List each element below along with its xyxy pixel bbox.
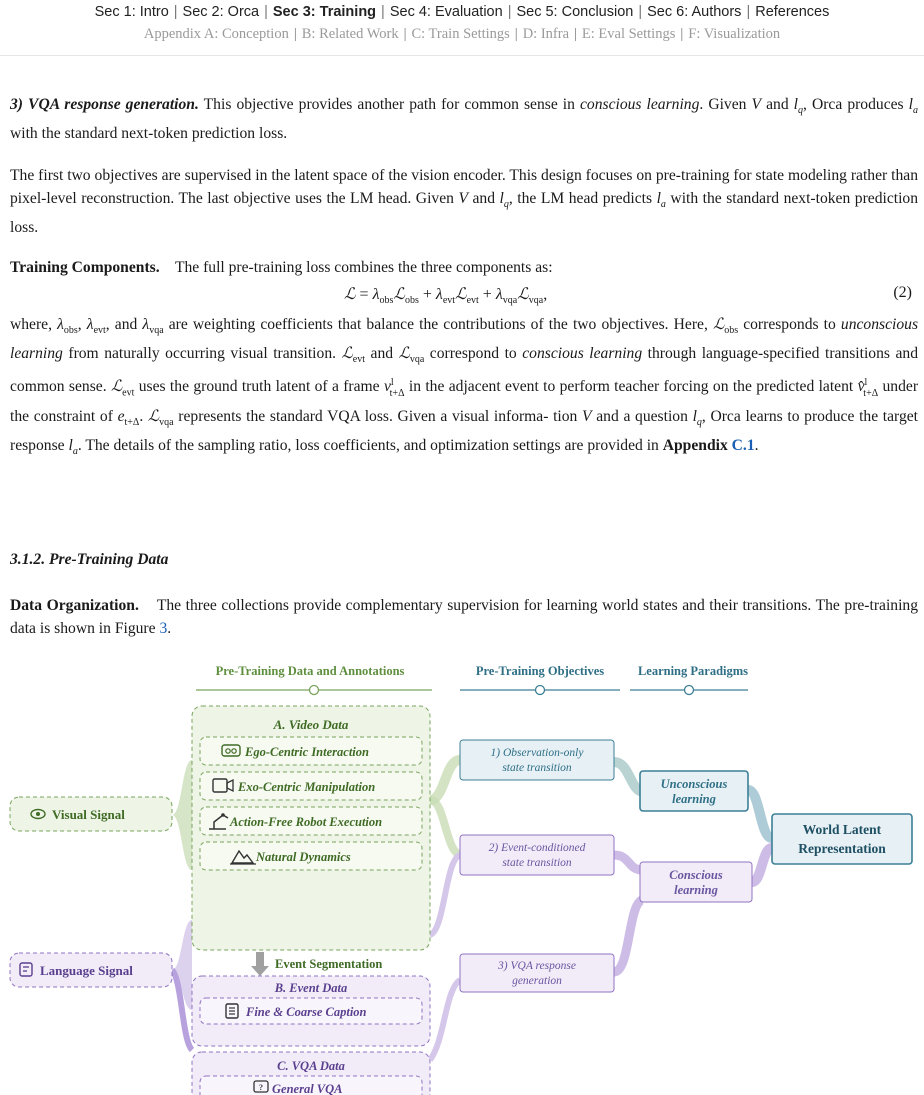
text: , and: [105, 316, 143, 333]
objective-2-line1: 2) Event-conditioned: [488, 842, 586, 854]
text: , the LM head predicts: [508, 190, 657, 207]
text: and: [365, 345, 399, 363]
objective-1-line2: state transition: [502, 762, 572, 774]
nav-sec-4[interactable]: Sec 4: Evaluation: [389, 4, 503, 20]
text: .: [167, 620, 172, 637]
nav-appendix-e[interactable]: E: Eval Settings: [581, 26, 676, 42]
text: , Orca produces: [803, 96, 909, 113]
text: The three collections provide complementary supervision for learning world states and their transitions. The pre-training data is shown in Figure: [10, 597, 919, 637]
paragraph-vqa-objective: 3) VQA response generation. This objective provides another path for common sense in conscious learning. Given V and $l_q$, Orca produces $l_a$ with the standard next-token prediction loss.: [10, 96, 919, 143]
header-objectives: Pre-Training Objectives: [475, 664, 605, 678]
nav-sec-2[interactable]: Sec 2: Orca: [182, 4, 260, 20]
objective-heading: 3) VQA response generation.: [10, 96, 199, 113]
equation-number: (2): [893, 284, 912, 301]
text: . The details of the sampling ratio, loss coefficients, and optimization settings are provided in: [77, 436, 663, 454]
text: corresponds to: [738, 316, 841, 333]
video-item-ego: Ego-Centric Interaction: [245, 745, 369, 759]
video-item-robot: Action-Free Robot Execution: [230, 815, 383, 829]
vqa-item-general: General VQA: [272, 1082, 343, 1095]
objective-1-line1: 1) Observation-only: [490, 747, 584, 759]
text: uses the ground truth latent of a frame: [134, 378, 384, 396]
nav-sec-5[interactable]: Sec 5: Conclusion: [516, 4, 634, 20]
vqa-data-title: C. VQA Data: [277, 1059, 345, 1073]
text: correspond to: [424, 345, 523, 363]
text: and: [467, 190, 500, 207]
section-nav: Sec 1: Intro | Sec 2: Orca | Sec 3: Training | Sec 4: Evaluation | Sec 5: Conclusion | Sec 6: Authors | References: [94, 4, 830, 20]
text-emphasis: unconscious learning: [10, 316, 919, 363]
nav-appendix-f[interactable]: F: Visualization: [688, 26, 781, 42]
objective-3-line2: generation: [512, 975, 562, 987]
event-segmentation-label: Event Segmentation: [275, 957, 383, 971]
paradigm-unconscious-line2: learning: [672, 792, 716, 806]
nav-references[interactable]: References: [755, 4, 830, 20]
text: .: [139, 407, 148, 425]
text: . Given: [699, 96, 752, 113]
text: The first two objectives are supervised in the latent space of the vision encoder. This design focuses on pre-training for state modeling rather than pixel-level reconstruction. The last objective uses the LM head. Given: [10, 167, 918, 207]
nav-sec-3-current[interactable]: Sec 3: Training: [272, 4, 377, 20]
header-data: Pre-Training Data and Annotations: [215, 664, 405, 678]
text-emphasis: conscious learning: [579, 96, 700, 113]
equation-body: ℒ = $\lambda_{obs}ℒ_{obs}$ + $\lambda_{evt}ℒ_{evt}$ + $\lambda_{vqa}ℒ_{vqa}$,: [344, 284, 548, 307]
nav-appendix-c[interactable]: C: Train Settings: [411, 26, 510, 42]
text: under the constraint of: [10, 378, 919, 425]
paradigm-unconscious-line1: Unconscious: [660, 777, 728, 791]
text: ,: [77, 316, 87, 333]
video-item-natural: Natural Dynamics: [256, 850, 351, 864]
output-line1: World Latent: [802, 822, 882, 837]
text: , Orca learns to produce the target response: [10, 407, 919, 454]
text: .: [754, 436, 759, 454]
figure-3-link[interactable]: 3: [159, 620, 168, 637]
text: The full pre-training loss combines the three components as:: [174, 259, 553, 276]
objective-2-line2: state transition: [502, 857, 572, 869]
text: and a question: [591, 407, 693, 425]
text: with the standard next-token prediction loss.: [10, 190, 918, 237]
text: This objective provides another path for common sense in: [198, 96, 580, 113]
nav-sec-6[interactable]: Sec 6: Authors: [647, 4, 742, 20]
output-line2: Representation: [798, 841, 886, 856]
objective-3-line1: 3) VQA response: [498, 960, 576, 972]
text: from naturally occurring visual transition.: [62, 345, 342, 363]
header-paradigms: Learning Paradigms: [637, 664, 749, 678]
paradigm-conscious-line1: Conscious: [669, 868, 723, 882]
text: through language-specified transitions and common sense.: [10, 345, 919, 396]
event-data-title: B. Event Data: [274, 981, 348, 995]
nav-sec-1[interactable]: Sec 1: Intro: [94, 4, 169, 20]
training-components-heading: Training Components.: [10, 259, 160, 276]
event-item-caption: Fine & Coarse Caption: [246, 1005, 367, 1019]
svg-text:?: ?: [259, 1083, 263, 1092]
appendix-nav: Appendix A: Conception | B: Related Work | C: Train Settings | D: Infra | E: Eval Settings | F: Visualization: [143, 26, 781, 42]
subsection-title: 3.1.2. Pre-Training Data: [10, 551, 169, 568]
text: where,: [10, 316, 58, 333]
visual-signal-label: Visual Signal: [52, 807, 125, 822]
paragraph-loss-explanation: where, $\lambda_{obs}$, $\lambda_{evt}$, and $\lambda_{vqa}$ are weighting coefficients that balance the contributions of the two objectives. Here, ℒ$_{obs}$ corresponds to unconscious learning from naturally occurring visual transition. ℒ$_{evt}$ and ℒ$_{vqa}$ correspond to conscious learning through language-specified transitions and common sense. ℒ$_{evt}$ uses the ground truth latent of a frame $v^l_{t+\Delta}$ in the adjacent event to perform teacher forcing on the predicted latent v̂$^l_{t+\Delta}$ under the constraint of $e_{t+\Delta}$. ℒ$_{vqa}$ represents the standard VQA loss. Given a visual informa- tion V and a question $l_q$, Orca learns to produce the target response $l_a$. The details of the sampling ratio, loss coefficients, and optimization settings are provided in Appendix C.1.: [10, 315, 919, 457]
language-signal-label: Language Signal: [40, 963, 133, 978]
video-data-title: A. Video Data: [273, 717, 349, 732]
text: with the standard next-token prediction loss.: [10, 125, 288, 143]
text-emphasis: conscious learning: [522, 345, 643, 363]
paradigm-conscious-line2: learning: [674, 883, 718, 897]
segmentation-arrow: [251, 966, 269, 976]
data-organization-heading: Data Organization.: [10, 597, 139, 614]
text: in the adjacent event to perform teacher forcing on the predicted latent: [404, 378, 858, 396]
text: represents the standard VQA loss. Given a visual informa- tion: [173, 407, 583, 425]
appendix-c1-link[interactable]: C.1: [731, 436, 755, 454]
nav-appendix-a[interactable]: Appendix A: Conception: [143, 26, 289, 42]
video-item-exo: Exo-Centric Manipulation: [238, 780, 376, 794]
appendix-word: Appendix: [662, 436, 728, 454]
text: are weighting coefficients that balance the contributions of the two objectives. Here,: [163, 316, 713, 333]
text: and: [761, 96, 794, 113]
nav-appendix-b[interactable]: B: Related Work: [301, 26, 399, 42]
paragraph-latent-supervision: The first two objectives are supervised in the latent space of the vision encoder. This design focuses on pre-training for state modeling rather than pixel-level reconstruction. The last objective uses the LM head. Given V and $l_q$, the LM head predicts $l_a$ with the standard next-token prediction loss.: [10, 167, 918, 237]
nav-appendix-d[interactable]: D: Infra: [522, 26, 569, 42]
